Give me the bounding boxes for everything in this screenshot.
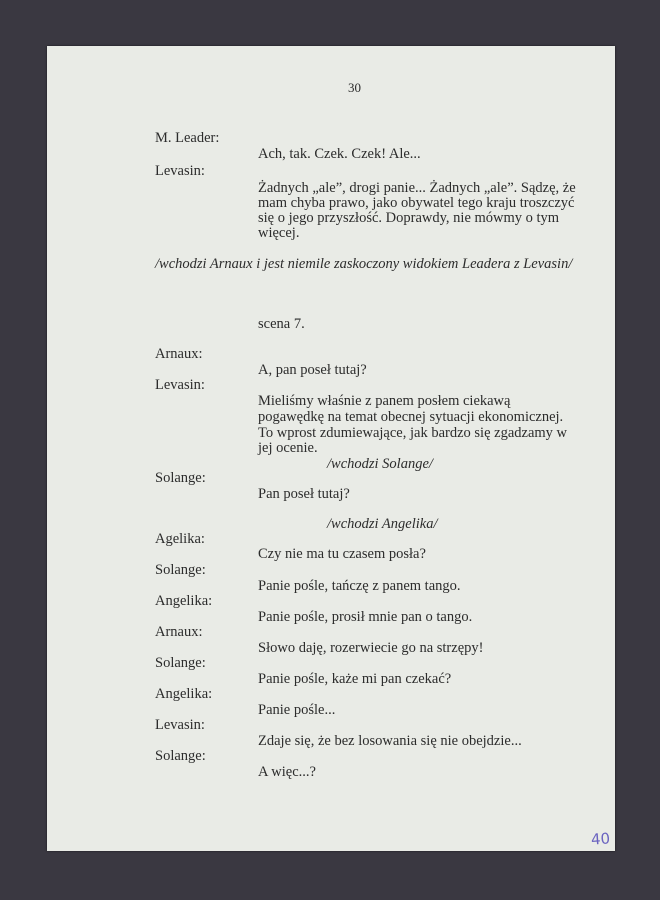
dialogue-line: Panie pośle, każe mi pan czekać? [258,671,452,687]
speaker-label: Angelika: [155,686,213,702]
speaker-label: Levasin: [155,163,205,179]
speaker-label: Angelika: [155,593,213,609]
dialogue-line: Żadnych „ale”, drogi panie... Żadnych „ale”. Sądzę, że [258,180,576,196]
dialogue-line: Pan poseł tutaj? [258,486,350,502]
dialogue-line: Czy nie ma tu czasem posła? [258,546,426,562]
dialogue-line: Mieliśmy właśnie z panem posłem ciekawą [258,393,511,409]
stage-direction: /wchodzi Arnaux i jest niemile zaskoczony widokiem Leadera z Levasin/ [155,256,573,272]
dialogue-line: Ach, tak. Czek. Czek! Ale... [258,146,421,162]
speaker-label: Solange: [155,748,206,764]
speaker-label: Arnaux: [155,624,203,640]
dialogue-line: mam chyba prawo, jako obywatel tego kraju troszczyć [258,195,575,211]
dialogue-line: się o jego przyszłość. Doprawdy, nie mówmy o tym [258,210,560,226]
stage-direction: /wchodzi Solange/ [327,456,433,472]
speaker-label: Arnaux: [155,346,203,362]
speaker-label: Solange: [155,470,206,486]
document-page [47,46,615,851]
speaker-label: Solange: [155,562,206,578]
handwritten-page-number: 40 [590,829,611,849]
speaker-label: Levasin: [155,377,205,393]
scene-title: scena 7. [258,316,305,332]
dialogue-line: Panie pośle, tańczę z panem tango. [258,578,461,594]
stage-direction: /wchodzi Angelika/ [327,516,438,532]
dialogue-line: Zdaje się, że bez losowania się nie obejdzie... [258,733,522,749]
dialogue-line: Panie pośle... [258,702,336,718]
speaker-label: Levasin: [155,717,205,733]
speaker-label: Agelika: [155,531,205,547]
speaker-label: M. Leader: [155,130,220,146]
dialogue-line: więcej. [258,225,300,241]
dialogue-line: Panie pośle, prosił mnie pan o tango. [258,609,473,625]
page-number: 30 [348,80,361,95]
dialogue-line: Słowo daję, rozerwiecie go na strzępy! [258,640,484,656]
speaker-label: Solange: [155,655,206,671]
dialogue-line: jej ocenie. [258,440,318,456]
dialogue-line: To wprost zdumiewające, jak bardzo się zgadzamy w [258,425,568,441]
dialogue-line: pogawędkę na temat obecnej sytuacji ekonomicznej. [258,409,564,425]
dialogue-line: A, pan poseł tutaj? [258,362,367,378]
dialogue-line: A więc...? [258,764,316,780]
